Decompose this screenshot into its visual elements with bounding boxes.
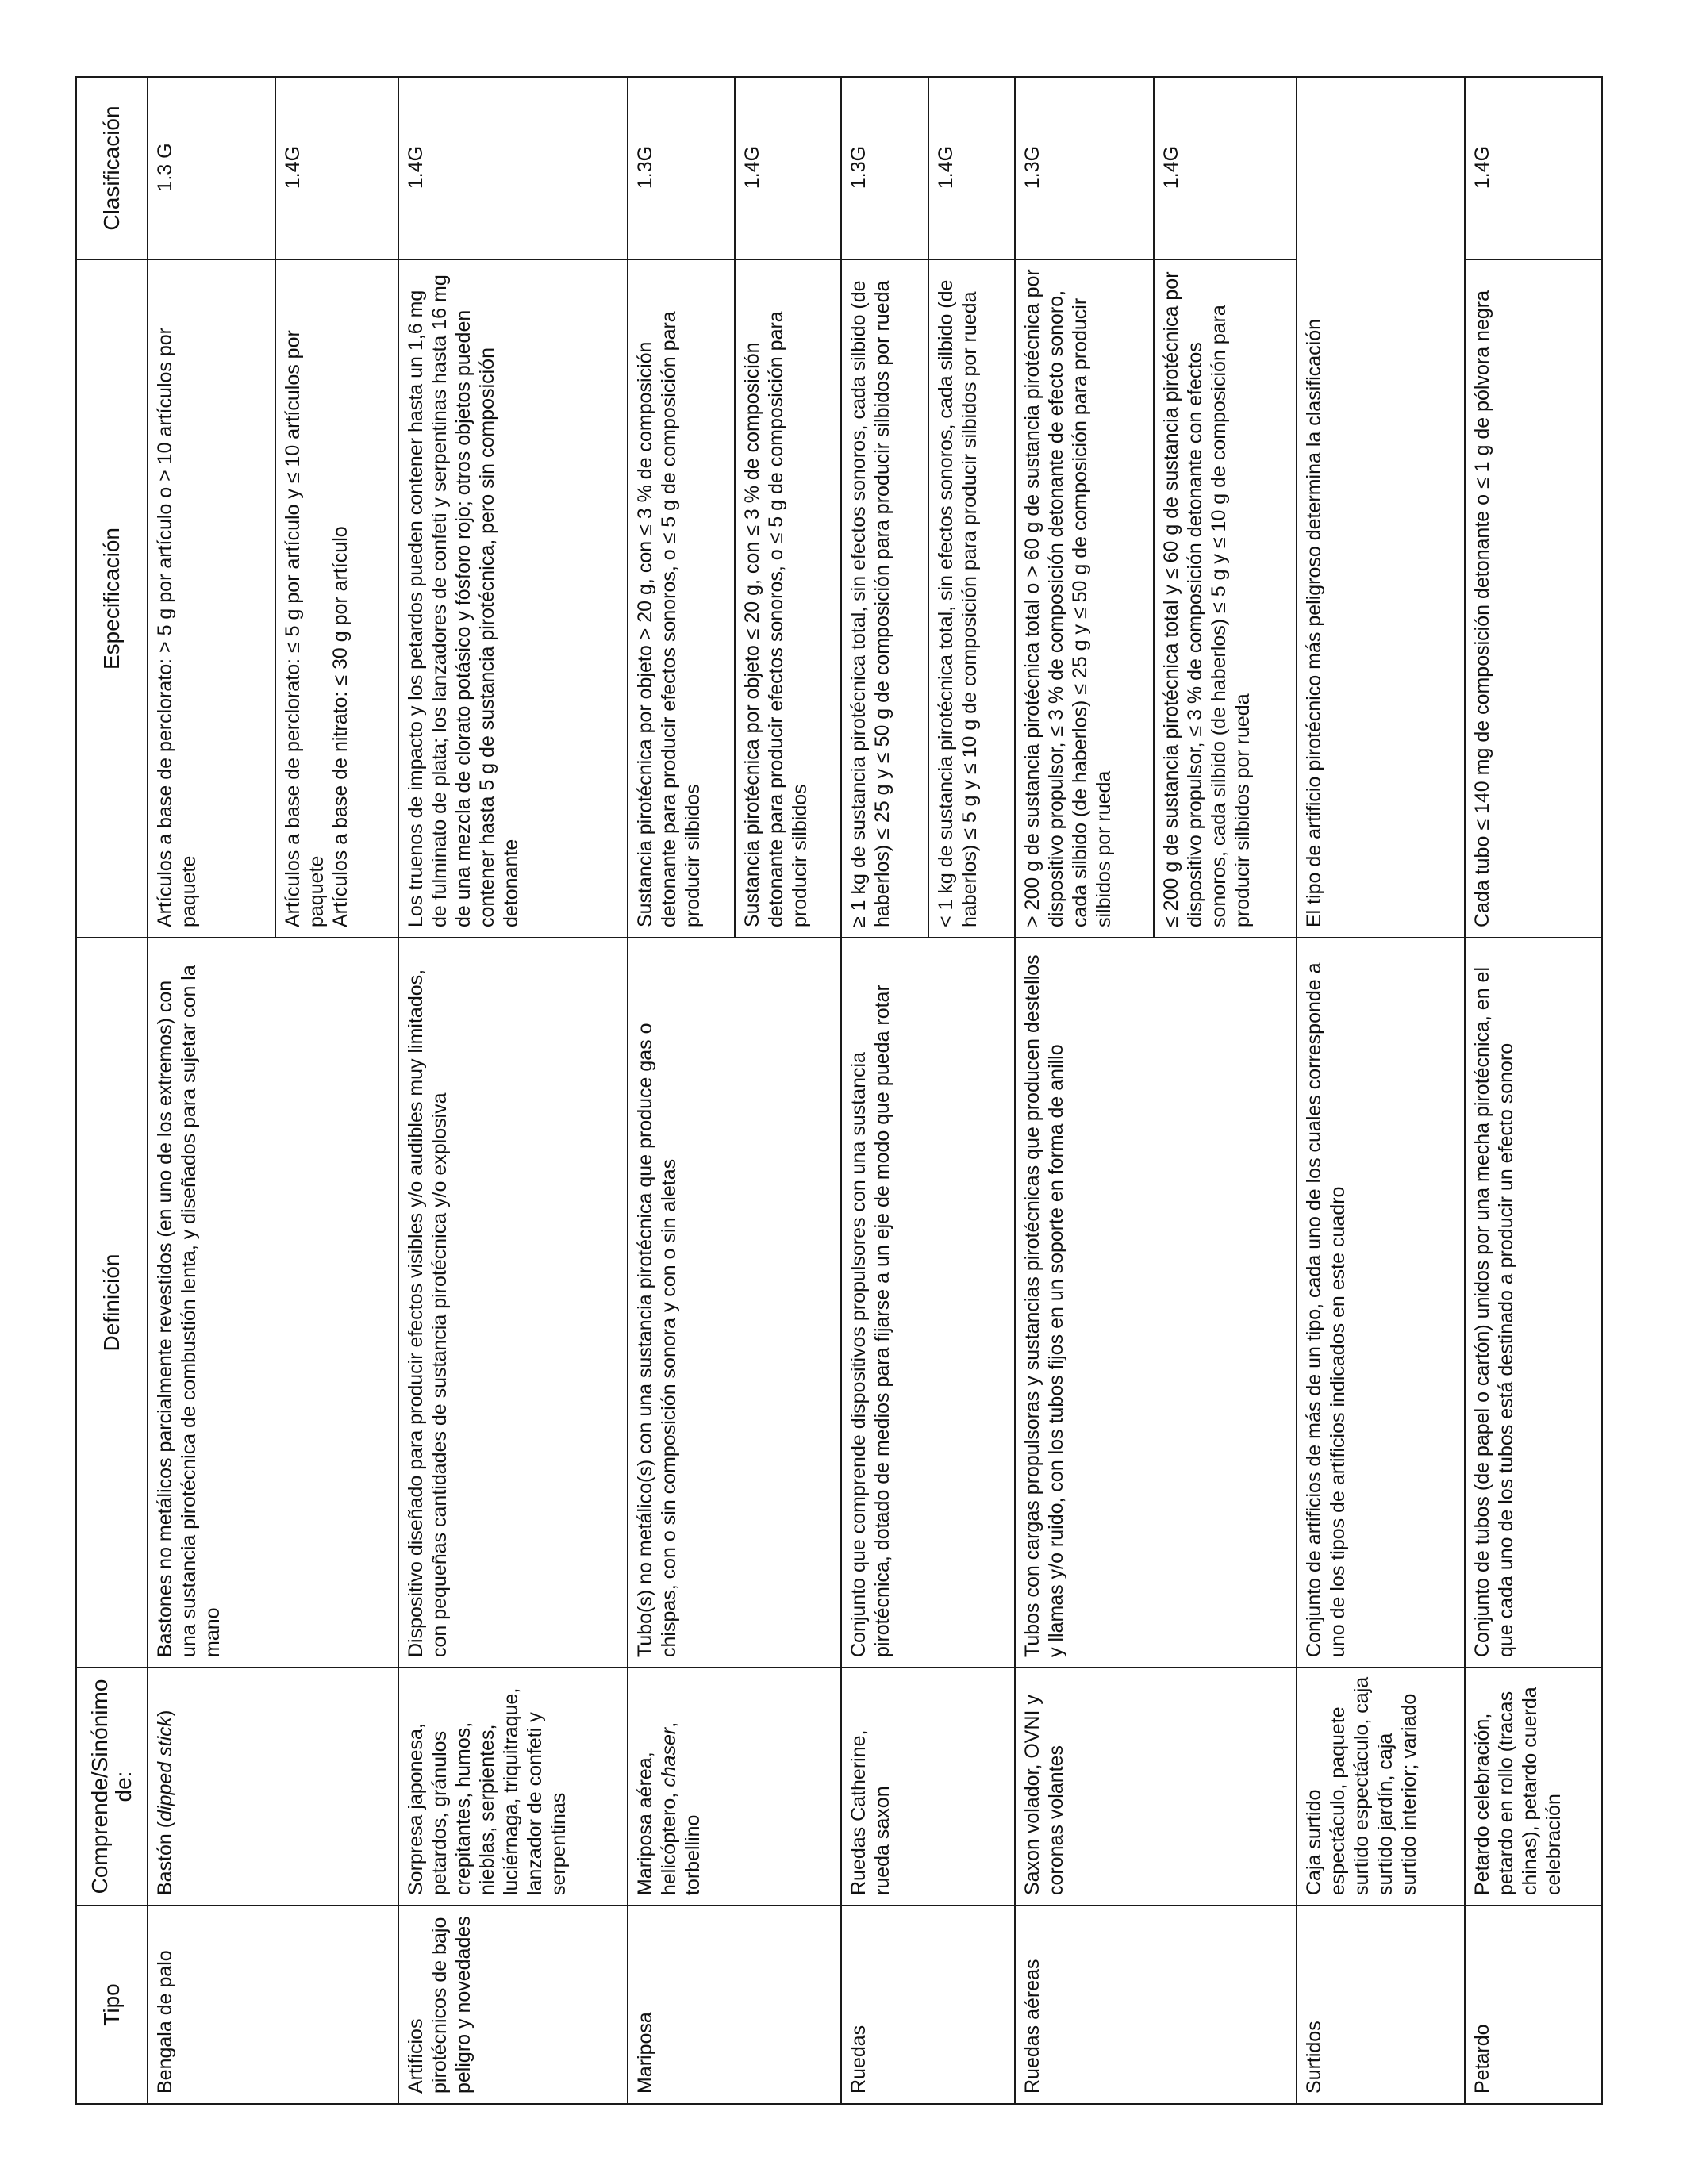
cell-definicion: Tubos con cargas propulsoras y sustancias pirotécnicas que producen destellos y llamas y/o ruido, con los tubos fijos en un soporte en forma de anillo [1015, 938, 1297, 1668]
comprende-text: Mariposa aérea, helicóptero, [634, 1752, 681, 1895]
header-tipo: Tipo [76, 1906, 148, 2104]
header-comprende: Comprende/Sinónimo de: [76, 1668, 148, 1906]
header-definicion: Definición [76, 938, 148, 1668]
cell-especificacion: ≥ 1 kg de sustancia pirotécnica total, sin efectos sonoros, cada silbido (de haberlos) ≤ 25 g y ≤ 50 g de composición para producir silbidos por rueda [841, 259, 928, 938]
table-header-row [76, 77, 148, 2104]
table-body [148, 77, 1602, 2104]
table-row [1297, 77, 1465, 2104]
cell-clasificacion: 1.3G [1015, 77, 1153, 259]
table-row [1015, 77, 1153, 2104]
comprende-italic-text: chaser [658, 1727, 681, 1787]
cell-clasificacion: 1.4G [275, 77, 398, 259]
cell-clasificacion: 1.4G [1465, 77, 1602, 259]
table-row [398, 77, 628, 2104]
cell-comprende: Ruedas Catherine, rueda saxon [841, 1668, 1015, 1906]
comprende-text: Bastón ( [154, 1821, 176, 1895]
cell-comprende: Saxon volador, OVNI y coronas volantes [1015, 1668, 1297, 1906]
header-clasificacion: Clasificación [76, 77, 148, 259]
cell-especificacion: Cada tubo ≤ 140 mg de composición detonante o ≤ 1 g de pólvora negra [1465, 259, 1602, 938]
comprende-italic-text: dipped stick [154, 1716, 176, 1821]
cell-especificacion: El tipo de artificio pirotécnico más peligroso determina la clasificación [1297, 77, 1465, 938]
cell-tipo: Ruedas aéreas [1015, 1906, 1297, 2104]
table-row [841, 77, 928, 2104]
spec-line: Artículos a base de perclorato: ≤ 5 g por artículo y ≤ 10 artículos por paquete [282, 330, 329, 927]
cell-especificacion: Sustancia pirotécnica por objeto ≤ 20 g, con ≤ 3 % de composición detonante para producir efectos sonoros, o ≤ 5 g de composición para producir silbidos [735, 259, 841, 938]
cell-definicion: Conjunto de artificios de más de un tipo, cada uno de los cuales corresponde a uno de los tipos de artificios indicados en este cuadro [1297, 938, 1465, 1668]
table-row [148, 77, 275, 2104]
cell-clasificacion: 1.3G [628, 77, 734, 259]
table-row [1465, 77, 1602, 2104]
cell-comprende [628, 1668, 840, 1906]
comprende-text-end: , torbellino [658, 1721, 705, 1895]
cell-clasificacion: 1.4G [1154, 77, 1297, 259]
cell-especificacion: Los truenos de impacto y los petardos pueden contener hasta un 1,6 mg de fulminato de plata; los lanzadores de confeti y serpentinas hasta 16 mg de una mezcla de clorato potásico y fósforo rojo; otros objetos pueden contener hasta 5 g de sustancia pirotécnica, pero sin composición detonante [398, 259, 628, 938]
cell-definicion: Dispositivo diseñado para producir efectos visibles y/o audibles muy limitados, con pequeñas cantidades de sustancia pirotécnica y/o explosiva [398, 938, 628, 1668]
fireworks-classification-table [75, 76, 1603, 2105]
cell-especificacion [275, 259, 398, 938]
cell-clasificacion: 1.4G [735, 77, 841, 259]
cell-definicion: Bastones no metálicos parcialmente revestidos (en uno de los extremos) con una sustancia pirotécnica de combustión lenta, y diseñados para sujetar con la mano [148, 938, 398, 1668]
cell-tipo: Mariposa [628, 1906, 840, 2104]
cell-clasificacion: 1.4G [398, 77, 628, 259]
cell-comprende: Caja surtido espectáculo, paquete surtido espectáculo, caja surtido jardín, caja surtido interior; variado [1297, 1668, 1465, 1906]
cell-tipo: Petardo [1465, 1906, 1602, 2104]
cell-clasificacion: 1.3G [841, 77, 928, 259]
cell-tipo: Ruedas [841, 1906, 1015, 2104]
cell-tipo: Surtidos [1297, 1906, 1465, 2104]
cell-especificacion: Sustancia pirotécnica por objeto > 20 g, con ≤ 3 % de composición detonante para producir efectos sonoros, o ≤ 5 g de composición para producir silbidos [628, 259, 734, 938]
header-especificacion: Especificación [76, 259, 148, 938]
cell-comprende: Sorpresa japonesa, petardos, gránulos crepitantes, humos, nieblas, serpientes, luciérnaga, triquitraque, lanzador de confeti y serpentinas [398, 1668, 628, 1906]
table-row [628, 77, 734, 2104]
cell-definicion: Conjunto de tubos (de papel o cartón) unidos por una mecha pirotécnica, en el que cada uno de los tubos está destinado a producir un efecto sonoro [1465, 938, 1602, 1668]
cell-especificacion: Artículos a base de perclorato: > 5 g por artículo o > 10 artículos por paquete [148, 259, 275, 938]
cell-comprende [148, 1668, 398, 1906]
cell-especificacion: ≤ 200 g de sustancia pirotécnica total y ≤ 60 g de sustancia pirotécnica por dispositivo propulsor, ≤ 3 % de composición detonante con efectos sonoros, cada silbido (de haberlos) ≤ 5 g y ≤ 10 g de composición para producir silbidos por rueda [1154, 259, 1297, 938]
cell-clasificacion: 1.3 G [148, 77, 275, 259]
cell-comprende: Petardo celebración, petardo en rollo (tracas chinas), petardo cuerda celebración [1465, 1668, 1602, 1906]
cell-definicion: Conjunto que comprende dispositivos propulsores con una sustancia pirotécnica, dotado de medios para fijarse a un eje de modo que pueda rotar [841, 938, 1015, 1668]
cell-definicion: Tubo(s) no metálico(s) con una sustancia pirotécnica que produce gas o chispas, con o sin composición sonora y con o sin aletas [628, 938, 840, 1668]
comprende-text-end: ) [154, 1710, 176, 1717]
cell-especificacion: < 1 kg de sustancia pirotécnica total, sin efectos sonoros, cada silbido (de haberlos) ≤ 5 g y ≤ 10 g de composición para producir silbidos por rueda [928, 259, 1016, 938]
cell-clasificacion: 1.4G [928, 77, 1016, 259]
cell-tipo: Bengala de palo [148, 1906, 398, 2104]
cell-tipo: Artificios pirotécnicos de bajo peligro y novedades [398, 1906, 628, 2104]
spec-line: Artículos a base de nitrato: ≤ 30 g por artículo [329, 526, 352, 927]
cell-especificacion: > 200 g de sustancia pirotécnica total o > 60 g de sustancia pirotécnica por dispositivo propulsor, ≤ 3 % de composición detonante de efecto sonoro, cada silbido (de haberlos) ≤ 25 g y ≤ 50 g de composición para producir silbidos por rueda [1015, 259, 1153, 938]
